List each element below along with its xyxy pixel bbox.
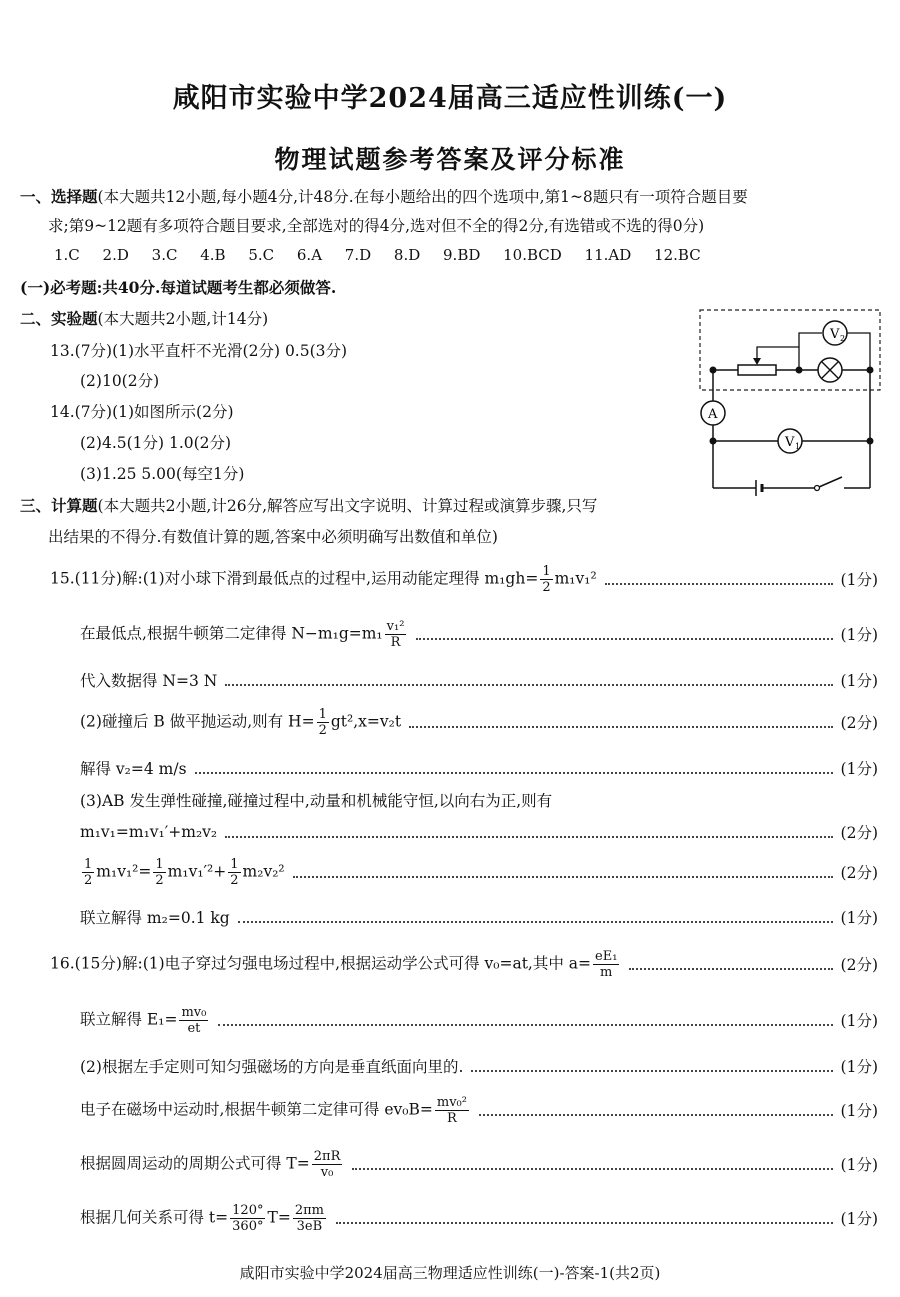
q15-text5: 解得 v₂=4 m/s xyxy=(80,760,187,778)
q13-line2: (2)10(2分) xyxy=(80,372,160,390)
q15-text8: $\frac{1}{2}$ m₁v₁²= $\frac{1}{2}$ m₁v₁′²+ $\frac{1}{2}$ m₂v₂² xyxy=(84,856,285,888)
v1-label: V xyxy=(785,435,795,450)
q16-text5: 根据圆周运动的周期公式可得 T= $\frac{2\pi R}{\text{v₀}}$ xyxy=(80,1148,341,1180)
q16-text6: 根据几何关系可得 t= $\frac{120^\circ}{360^\circ}$ T= $\frac{2\pi m}{3eB}$ xyxy=(80,1202,324,1234)
q16-row1 xyxy=(50,950,878,978)
slider-arrow xyxy=(753,358,761,365)
leader-dots xyxy=(416,628,832,640)
required-note: (一)必考题:共40分.每道试题考生都必须做答. xyxy=(20,278,337,297)
q15-text1: 15.(11分)解:(1)对小球下滑到最低点的过程中,运用动能定理得 m₁gh= $\frac{1}{2}$ m₁v₁² xyxy=(50,563,597,595)
section3-text2: 出结果的不得分.有数值计算的题,答案中必须明确写出数值和单位) xyxy=(48,528,498,546)
leader-dots xyxy=(471,1060,832,1072)
page-footer: 咸阳市实验中学2024届高三物理适应性训练(一)-答案-1(共2页) xyxy=(239,1264,661,1282)
choice-answers: 1.C 2.D 3.C 4.B 5.C 6.A 7.D 8.D 9.BD 10.BCD 11.AD 12.BC xyxy=(54,246,701,264)
leader-dots xyxy=(479,1104,833,1116)
q16-row2 xyxy=(80,1006,878,1034)
score: (1分) xyxy=(840,1210,878,1228)
score: (1分) xyxy=(840,626,878,644)
q15-row4 xyxy=(80,708,878,736)
score: (2分) xyxy=(840,824,878,842)
q16-text1: 16.(15分)解:(1)电子穿过匀强电场过程中,根据运动学公式可得 v₀=at,其中 a= $\frac{\text{eE₁}}{m}$ xyxy=(50,948,618,980)
q15-text2: 在最低点,根据牛顿第二定律得 N−m₁g=m₁ $\frac{\text{v₁²}}{R}$ xyxy=(80,618,405,650)
rheostat xyxy=(738,365,776,375)
leader-dots xyxy=(409,716,832,728)
leader-dots xyxy=(218,1014,832,1026)
q16-row3 xyxy=(80,1052,878,1080)
q15-row5 xyxy=(80,754,878,782)
v1-sub: 1 xyxy=(795,442,801,451)
score: (1分) xyxy=(840,1156,878,1174)
switch-icon xyxy=(815,486,820,491)
a-label: A xyxy=(708,407,718,422)
section2-text: (本大题共2小题,计14分) xyxy=(97,310,269,328)
page-subtitle: 物理试题参考答案及评分标准 xyxy=(274,145,626,174)
leader-dots xyxy=(629,958,832,970)
q15-text4: (2)碰撞后 B 做平抛运动,则有 H= $\frac{1}{2}$ gt²,x=v₂t xyxy=(80,706,402,738)
q15-row9 xyxy=(80,903,878,931)
q16-text4: 电子在磁场中运动时,根据牛顿第二定律可得 ev₀B= $\frac{\text{mv₀²}}{R}$ xyxy=(80,1094,467,1126)
q14-line1: 14.(7分)(1)如图所示(2分) xyxy=(50,403,234,421)
score: (2分) xyxy=(840,714,878,732)
score: (1分) xyxy=(840,1102,878,1120)
section3-label: 三、计算题 xyxy=(20,496,98,515)
v2-sub: 2 xyxy=(840,334,846,343)
q15-row8 xyxy=(80,858,878,886)
q15-row7 xyxy=(80,818,878,846)
score: (1分) xyxy=(840,571,878,589)
leader-dots xyxy=(195,762,833,774)
score: (1分) xyxy=(840,1058,878,1076)
q14-line3: (3)1.25 5.00(每空1分) xyxy=(80,465,245,483)
leader-dots xyxy=(336,1212,833,1224)
page-title: 咸阳市实验中学2024届高三适应性训练(一) xyxy=(172,83,728,114)
section1-text2: 求;第9~12题有多项符合题目要求,全部选对的得4分,选对但不全的得2分,有选错或不选的得0分) xyxy=(48,217,705,235)
score: (1分) xyxy=(840,760,878,778)
section3-text1: (本大题共2小题,计26分,解答应写出文字说明、计算过程或演算步骤,只写 xyxy=(97,497,598,515)
q15-text7: m₁v₁=m₁v₁′+m₂v₂ xyxy=(80,823,218,841)
q16-row5 xyxy=(80,1150,878,1178)
q14-line2: (2)4.5(1分) 1.0(2分) xyxy=(80,434,232,452)
circuit-diagram xyxy=(690,305,890,500)
leader-dots xyxy=(605,573,833,585)
q13-line1: 13.(7分)(1)水平直杆不光滑(2分) 0.5(3分) xyxy=(50,342,348,360)
q16-row4 xyxy=(80,1096,878,1124)
leader-dots xyxy=(225,826,832,838)
score: (1分) xyxy=(840,909,878,927)
dashed-box xyxy=(700,310,880,390)
q15-text6: (3)AB 发生弹性碰撞,碰撞过程中,动量和机械能守恒,以向右为正,则有 xyxy=(80,792,553,810)
section1-text1: (本大题共12小题,每小题4分,计48分.在每小题给出的四个选项中,第1~8题只有一项符合题目要 xyxy=(97,188,748,206)
section2-label: 二、实验题 xyxy=(20,309,98,328)
score: (1分) xyxy=(840,1012,878,1030)
leader-dots xyxy=(293,866,833,878)
leader-dots xyxy=(352,1158,832,1170)
q15-text3: 代入数据得 N=3 N xyxy=(80,672,218,690)
leader-dots xyxy=(238,911,833,923)
section2-heading xyxy=(20,308,268,330)
q15-text9: 联立解得 m₂=0.1 kg xyxy=(80,909,230,927)
score: (2分) xyxy=(840,864,878,882)
q16-text3: (2)根据左手定则可知匀强磁场的方向是垂直纸面向里的. xyxy=(80,1058,464,1076)
leader-dots xyxy=(225,674,832,686)
section1-label: 一、选择题 xyxy=(20,187,98,206)
q16-text2: 联立解得 E₁= $\frac{\text{mv₀}}{et}$ xyxy=(80,1004,207,1036)
section1-line1 xyxy=(20,186,748,208)
q15-row2 xyxy=(80,620,878,648)
q16-row6 xyxy=(80,1204,878,1232)
score: (1分) xyxy=(840,672,878,690)
q15-row3 xyxy=(80,666,878,694)
score: (2分) xyxy=(840,956,878,974)
q15-row1 xyxy=(50,565,878,593)
section3-line1 xyxy=(20,495,597,517)
v2-label: V xyxy=(830,327,840,342)
